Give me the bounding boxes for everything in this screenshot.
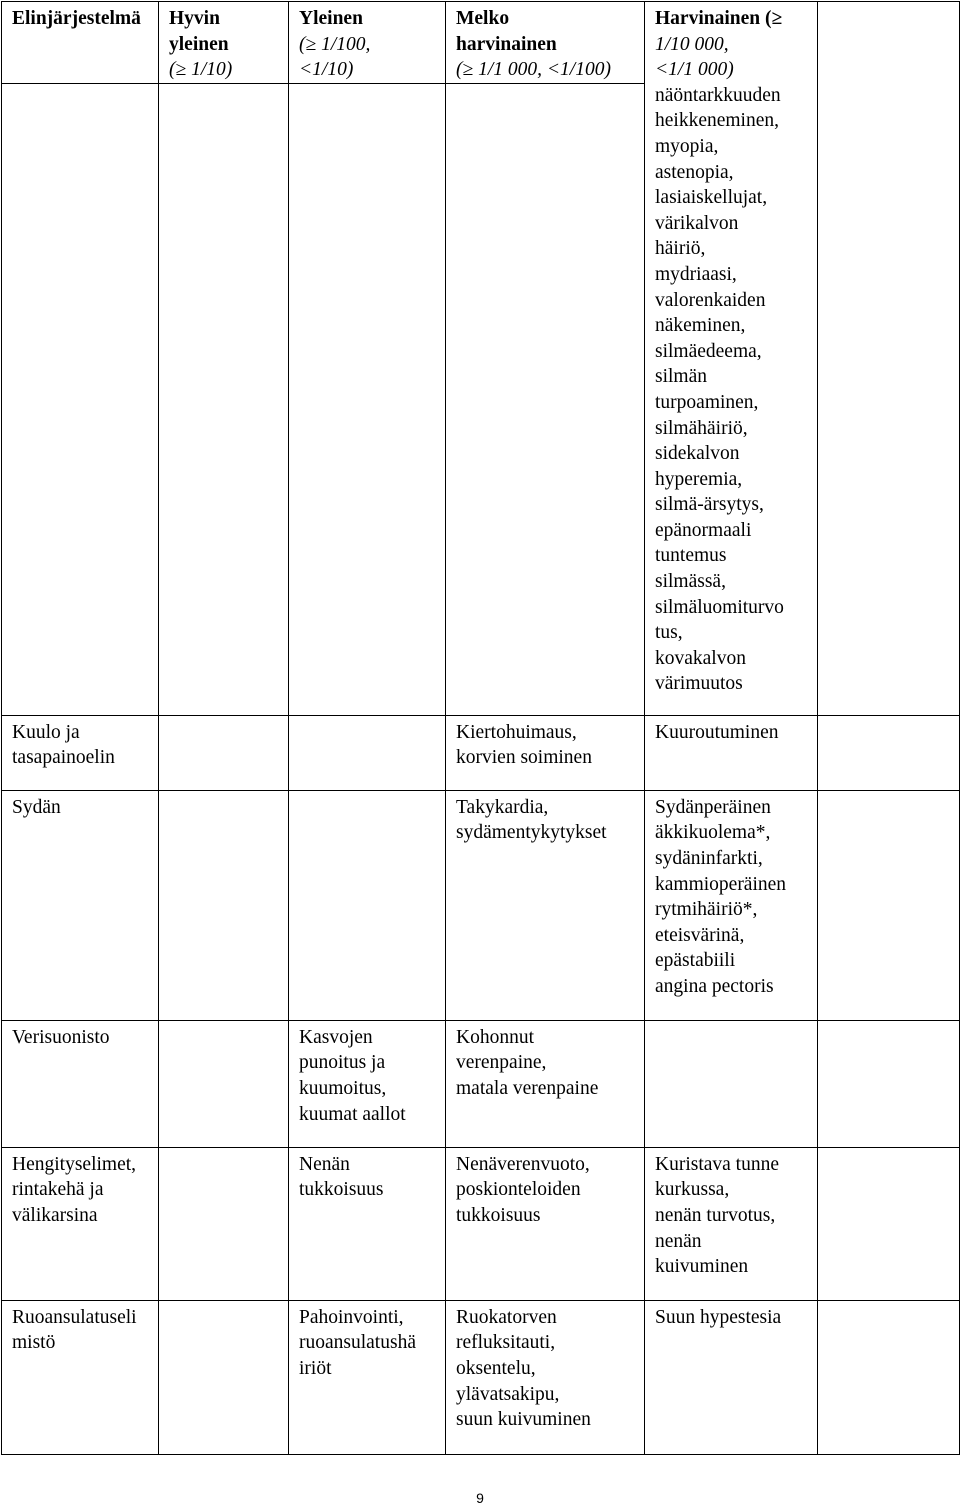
cell-text-line: Hyvin	[169, 8, 220, 29]
eye-rare-line: näkeminen,	[655, 315, 746, 337]
eye-rare-line: mydriaasi,	[655, 263, 737, 285]
table-row	[2, 1147, 960, 1300]
header-uncommon	[446, 2, 645, 84]
organ-cell	[2, 1147, 159, 1300]
cell-text-line: korvien soiminen	[456, 747, 592, 769]
cell-text-line: tukkoisuus	[456, 1204, 541, 1226]
cell-text-line: Yleinen	[299, 8, 363, 29]
eye-rare-line: turpoaminen,	[655, 391, 759, 413]
cell-text-line: kurkussa,	[655, 1179, 730, 1201]
common-cell	[289, 790, 446, 1020]
eye-rare-line: värimuutos	[655, 673, 743, 695]
rare-cell	[645, 1020, 818, 1147]
empty-cell	[818, 1020, 960, 1147]
cell-text-line: (≥ 1/1 000, <1/100)	[456, 59, 611, 81]
cell-text-line: Ruokatorven	[456, 1306, 557, 1328]
common-cell	[289, 1020, 446, 1147]
eye-uncommon	[446, 83, 645, 715]
eye-very-common	[159, 83, 289, 715]
header-rare	[645, 2, 818, 716]
common-cell	[289, 715, 446, 790]
rare-cell	[645, 1300, 818, 1454]
cell-text-line: ruoansulatushä	[299, 1332, 416, 1354]
eye-rare-line: näöntarkkuuden	[655, 84, 781, 106]
cell-text-line: kammioperäinen	[655, 873, 787, 895]
uncommon-cell	[446, 1147, 645, 1300]
cell-text-line: Takykardia,	[456, 796, 549, 818]
eye-rare-line: silmän	[655, 366, 707, 388]
cell-text-line: Ruoansulatuseli	[12, 1306, 137, 1328]
cell-text-line: punoitus ja	[299, 1052, 386, 1074]
common-cell	[289, 1300, 446, 1454]
cell-text-line: Nenän	[299, 1153, 350, 1175]
very-common-cell	[159, 1147, 289, 1300]
very-common-cell	[159, 1300, 289, 1454]
empty-cell	[818, 1300, 960, 1454]
empty-cell	[818, 1147, 960, 1300]
cell-text-line: refluksitauti,	[456, 1332, 556, 1354]
common-cell	[289, 1147, 446, 1300]
cell-text-line: sydäninfarkti,	[655, 847, 763, 869]
cell-text-line: Nenäverenvuoto,	[456, 1153, 590, 1175]
cell-text-line: tasapainoelin	[12, 747, 115, 769]
table-row	[2, 790, 960, 1020]
cell-text-line: rytmihäiriö*,	[655, 899, 758, 921]
cell-text-line: nenän turvotus,	[655, 1204, 776, 1226]
cell-text-line: Kohonnut	[456, 1026, 534, 1048]
eye-rare-line: värikalvon	[655, 212, 739, 234]
organ-cell	[2, 715, 159, 790]
cell-text-line: kuumoitus,	[299, 1077, 387, 1099]
rare-cell	[645, 715, 818, 790]
table-row	[2, 715, 960, 790]
cell-text-line: Verisuonisto	[12, 1026, 110, 1048]
header-common	[289, 2, 446, 84]
empty-cell	[818, 790, 960, 1020]
very-common-cell	[159, 790, 289, 1020]
cell-text-line: rintakehä ja	[12, 1179, 104, 1201]
adverse-effects-table	[1, 1, 960, 1455]
cell-text-line: suun kuivuminen	[456, 1409, 591, 1431]
eye-rare-line: lasiaiskellujat,	[655, 187, 768, 209]
cell-text-line: sydämentykytykset	[456, 822, 607, 844]
cell-text-line: Suun hypestesia	[655, 1306, 782, 1328]
cell-text-line: mistö	[12, 1332, 56, 1354]
table-row	[2, 1300, 960, 1454]
eye-rare-line: epänormaali	[655, 519, 752, 541]
eye-common	[289, 83, 446, 715]
cell-text-line: Hengityselimet,	[12, 1153, 137, 1175]
cell-text-line: Kuulo ja	[12, 721, 80, 743]
eye-rare-line: sidekalvon	[655, 443, 740, 465]
cell-text-line: verenpaine,	[456, 1052, 547, 1074]
eye-rare-line: silmähäiriö,	[655, 417, 748, 439]
uncommon-cell	[446, 1020, 645, 1147]
cell-text-line: oksentelu,	[456, 1357, 536, 1379]
cell-text-line: Kuuroutuminen	[655, 721, 779, 743]
cell-text-line: äkkikuolema*,	[655, 822, 771, 844]
cell-text-line: ylävatsakipu,	[456, 1383, 560, 1405]
eye-rare-line: silmä-ärsytys,	[655, 494, 764, 516]
cell-text-line: Sydän	[12, 796, 61, 818]
cell-text-line: matala verenpaine	[456, 1077, 599, 1099]
cell-text-line: tukkoisuus	[299, 1179, 384, 1201]
cell-text-line: iriöt	[299, 1357, 332, 1379]
cell-text-line: Pahoinvointi,	[299, 1306, 404, 1328]
cell-text-line: Kasvojen	[299, 1026, 373, 1048]
rare-cell	[645, 790, 818, 1020]
cell-text-line: välikarsina	[12, 1204, 98, 1226]
rare-cell	[645, 1147, 818, 1300]
eye-rare-line: kovakalvon	[655, 647, 746, 669]
eye-rare-line: häiriö,	[655, 238, 706, 260]
cell-text-line: <1/1 000)	[655, 59, 734, 81]
eye-rare-line: tuntemus	[655, 545, 727, 567]
cell-text-line: harvinainen	[456, 33, 557, 55]
empty-cell	[818, 715, 960, 790]
cell-text-line: Kuristava tunne	[655, 1153, 780, 1175]
cell-text-line: kuumat aallot	[299, 1103, 406, 1125]
organ-cell	[2, 1300, 159, 1454]
cell-text-line: Elinjärjestelmä	[12, 8, 141, 29]
organ-cell	[2, 790, 159, 1020]
eye-rare-line: tus,	[655, 622, 683, 644]
header-organ-system	[2, 2, 159, 84]
header-empty	[818, 2, 960, 716]
cell-text-line: poskionteloiden	[456, 1179, 581, 1201]
eye-rare-line: silmässä,	[655, 571, 726, 593]
table-row	[2, 1020, 960, 1147]
cell-text-line: 1/10 000,	[655, 33, 729, 55]
organ-cell	[2, 1020, 159, 1147]
cell-text-line: (≥ 1/100,	[299, 33, 371, 55]
uncommon-cell	[446, 715, 645, 790]
cell-text-line: yleinen	[169, 33, 229, 55]
cell-text-line: eteisvärinä,	[655, 924, 745, 946]
eye-rare-line: heikkeneminen,	[655, 110, 779, 132]
cell-text-line: angina pectoris	[655, 975, 774, 997]
cell-text-line: (≥ 1/10)	[169, 59, 233, 81]
cell-text-line: Melko	[456, 8, 510, 29]
cell-text-line: Sydänperäinen	[655, 796, 771, 818]
very-common-cell	[159, 715, 289, 790]
very-common-cell	[159, 1020, 289, 1147]
header-very-common	[159, 2, 289, 84]
cell-text-line: epästabiili	[655, 950, 736, 972]
cell-text-line: Harvinainen (≥	[655, 8, 783, 29]
page-number: 9	[476, 1490, 484, 1506]
eye-organ	[2, 83, 159, 715]
header-row	[2, 2, 960, 84]
uncommon-cell	[446, 1300, 645, 1454]
eye-rare-line: astenopia,	[655, 161, 734, 183]
cell-text-line: nenän	[655, 1230, 702, 1252]
cell-text-line: <1/10)	[299, 59, 354, 81]
cell-text-line: Kiertohuimaus,	[456, 721, 577, 743]
eye-rare-line: silmäedeema,	[655, 340, 762, 362]
eye-rare-line: hyperemia,	[655, 468, 743, 490]
eye-rare-line: myopia,	[655, 135, 719, 157]
eye-rare-line: valorenkaiden	[655, 289, 766, 311]
uncommon-cell	[446, 790, 645, 1020]
cell-text-line: kuivuminen	[655, 1256, 749, 1278]
eye-rare-line: silmäluomiturvo	[655, 596, 784, 618]
